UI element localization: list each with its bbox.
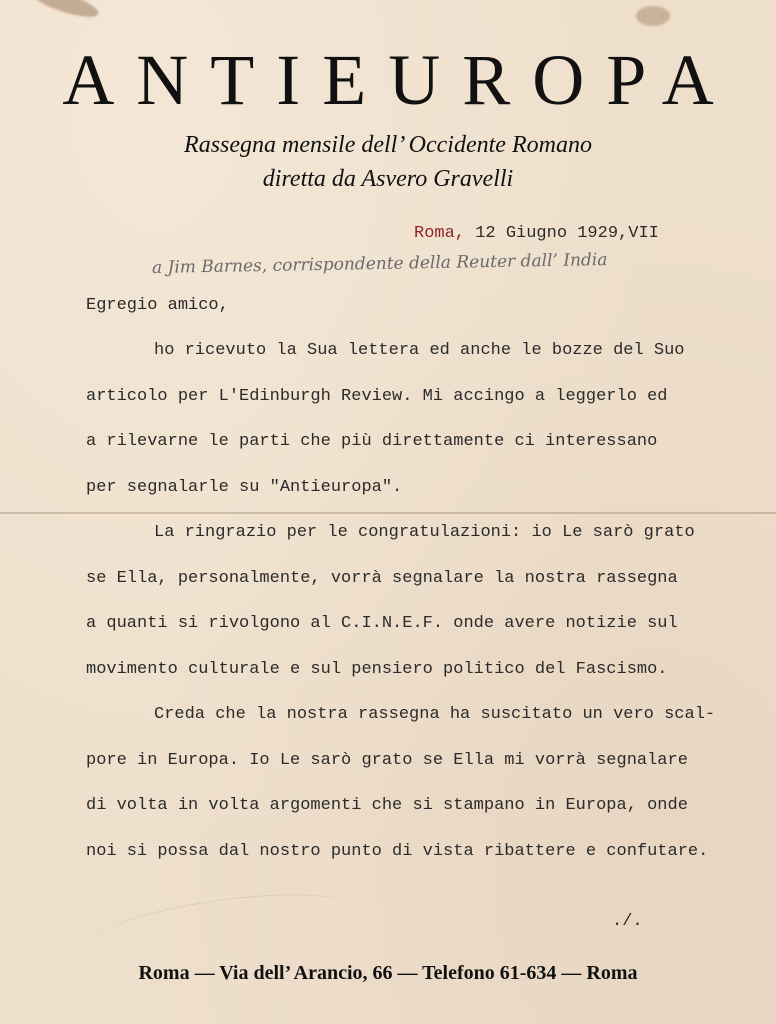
paper-stain bbox=[636, 6, 670, 26]
paragraph-line: a quanti si rivolgono al C.I.N.E.F. onde avere notizie sul bbox=[86, 614, 678, 633]
paragraph-line: noi si possa dal nostro punto di vista ribattere e confutare. bbox=[86, 841, 709, 861]
paragraph-line: articolo per L'Edinburgh Review. Mi accingo a leggerlo ed bbox=[86, 386, 668, 406]
paragraph-line: a rilevarne le parti che più direttamente ci interessano bbox=[86, 432, 658, 451]
paragraph-line: Creda che la nostra rassegna ha suscitato un vero scal- bbox=[154, 705, 716, 724]
letterhead-footer: Roma — Via dell’ Arancio, 66 — Telefono 61-634 — Roma bbox=[138, 962, 638, 984]
paragraph-2 bbox=[86, 510, 776, 692]
dateline-date: 12 Giugno 1929,VII bbox=[465, 224, 659, 243]
letterhead-subtitle bbox=[0, 128, 776, 196]
paragraph-line: se Ella, personalmente, vorrà segnalare la nostra rassegna bbox=[86, 568, 678, 588]
letterhead bbox=[0, 40, 776, 196]
closing-mark: ./. bbox=[612, 912, 643, 931]
handwritten-annotation: a Jim Barnes, corrispondente della Reuter dall’ India bbox=[151, 250, 608, 278]
dateline-place: Roma, bbox=[414, 224, 466, 243]
paragraph-3 bbox=[86, 692, 776, 874]
letterhead-director-line: diretta da Asvero Gravelli bbox=[262, 166, 514, 192]
paragraph-line: pore in Europa. Io Le sarò grato se Ella mi vorrà segnalare bbox=[86, 750, 688, 770]
salutation: Egregio amico, bbox=[86, 296, 229, 315]
paragraph-line: ho ricevuto la Sua lettera ed anche le bozze del Suo bbox=[154, 341, 685, 360]
paragraph-line: La ringrazio per le congratulazioni: io Le sarò grato bbox=[154, 523, 695, 542]
paragraph-line: movimento culturale e sul pensiero politico del Fascismo. bbox=[86, 659, 668, 679]
paragraph-1 bbox=[86, 328, 776, 510]
paper-stain bbox=[29, 0, 101, 22]
dateline bbox=[414, 224, 659, 243]
paragraph-line: di volta in volta argomenti che si stampano in Europa, onde bbox=[86, 796, 688, 815]
letterhead-title: ANTIEUROPA bbox=[62, 40, 736, 120]
letterhead-subtitle-line: Rassegna mensile dell’ Occidente Romano bbox=[184, 132, 592, 158]
paragraph-line: per segnalarle su "Antieuropa". bbox=[86, 477, 403, 497]
faint-signature-trace bbox=[88, 882, 353, 969]
